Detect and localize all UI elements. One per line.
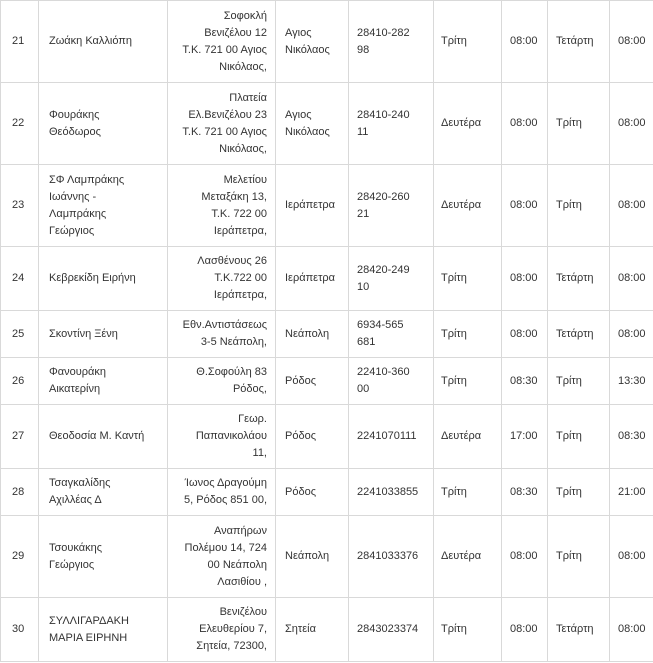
time2-text: 08:00 — [618, 35, 646, 47]
time1-cell — [502, 247, 548, 311]
name-line: Γεώργιος — [49, 558, 95, 571]
day2-text: Τρίτη — [556, 117, 582, 129]
name-cell — [39, 598, 168, 662]
phone-line: 00 — [357, 383, 370, 395]
day2-text: Τρίτη — [556, 485, 582, 498]
day2-cell — [548, 165, 610, 247]
day2-cell — [548, 516, 610, 598]
phone-line: 28420-260 — [357, 190, 410, 203]
name-line: ΣΦ Λαμπράκης — [49, 173, 125, 186]
day1-text: Δευτέρα — [441, 117, 482, 129]
time2-text: 08:00 — [618, 550, 646, 562]
table-row — [1, 83, 653, 165]
address-cell — [168, 83, 276, 165]
town-cell — [276, 598, 349, 662]
address-line: Λασθένους 26 — [197, 255, 267, 267]
day1-text: Δευτέρα — [441, 199, 482, 211]
time1-text: 17:00 — [510, 430, 538, 442]
name-cell — [39, 1, 168, 83]
day1-cell — [434, 165, 502, 247]
number-text: 23 — [12, 199, 25, 211]
town-cell — [276, 1, 349, 83]
phone-cell — [349, 311, 434, 358]
town-cell — [276, 165, 349, 247]
address-line: Βενιζέλου 12 — [204, 26, 267, 39]
day1-cell — [434, 469, 502, 516]
time2-cell — [610, 1, 653, 83]
phone-cell — [349, 358, 434, 405]
table-row — [1, 247, 653, 311]
town-cell — [276, 247, 349, 311]
day1-text: Τρίτη — [441, 35, 467, 47]
number-cell — [1, 598, 39, 662]
time1-text: 08:00 — [510, 550, 538, 562]
address-line: 3-5 Νεάπολη, — [200, 336, 267, 348]
time2-cell — [610, 165, 653, 247]
phone-line: 22410-360 — [357, 366, 410, 378]
time2-cell — [610, 598, 653, 662]
phone-line: 11 — [357, 125, 369, 138]
time2-cell — [610, 358, 653, 405]
day2-cell — [548, 311, 610, 358]
time2-text: 21:00 — [618, 485, 646, 498]
day1-cell — [434, 598, 502, 662]
number-cell — [1, 469, 39, 516]
number-cell — [1, 247, 39, 311]
number-text: 28 — [12, 485, 25, 498]
address-cell — [168, 311, 276, 358]
day1-text: Τρίτη — [441, 623, 467, 635]
number-text: 21 — [12, 35, 25, 47]
day2-text: Τετάρτη — [556, 623, 594, 635]
time2-text: 08:00 — [618, 623, 646, 635]
phone-line: 10 — [357, 280, 370, 293]
day1-text: Τρίτη — [441, 327, 467, 340]
name-line: Φουράκης — [49, 108, 100, 121]
time2-cell — [610, 469, 653, 516]
address-line: Νικόλαος, — [219, 142, 267, 155]
phone-cell — [349, 83, 434, 165]
day1-cell — [434, 247, 502, 311]
day2-text: Τετάρτη — [556, 272, 594, 284]
day2-text: Τετάρτη — [556, 327, 594, 340]
day1-text: Τρίτη — [441, 485, 467, 498]
name-cell — [39, 516, 168, 598]
time2-text: 13:30 — [618, 374, 646, 387]
day2-cell — [548, 469, 610, 516]
number-cell — [1, 165, 39, 247]
time2-text: 08:00 — [618, 199, 646, 211]
name-line: Ιωάννης - — [49, 190, 97, 203]
address-line: Αναπήρων — [213, 524, 267, 537]
day2-text: Τρίτη — [556, 430, 582, 442]
name-line: Σκοντίνη Ξένη — [49, 327, 118, 340]
time2-text: 08:00 — [618, 272, 646, 284]
phone-cell — [349, 516, 434, 598]
time2-text: 08:00 — [618, 117, 646, 129]
table-row — [1, 311, 653, 358]
day1-cell — [434, 358, 502, 405]
address-line: Ελ.Βενιζέλου 23 — [188, 108, 267, 121]
table-row — [1, 358, 653, 405]
phone-line: 681 — [357, 336, 376, 348]
table-row — [1, 598, 653, 662]
phone-line: 21 — [357, 207, 370, 220]
name-line: Κεβρεκίδη Ειρήνη — [49, 272, 136, 284]
day2-cell — [548, 247, 610, 311]
time1-text: 08:00 — [510, 35, 538, 47]
day1-cell — [434, 311, 502, 358]
table-row — [1, 165, 653, 247]
town-line: Νικόλαος — [285, 43, 330, 56]
name-line: Λαμπράκης — [49, 207, 107, 220]
address-line: Σοφοκλή — [223, 9, 267, 22]
time1-text: 08:30 — [510, 485, 538, 498]
address-cell — [168, 247, 276, 311]
number-text: 30 — [12, 623, 25, 635]
time2-cell — [610, 247, 653, 311]
town-line: Ρόδος — [285, 430, 316, 442]
name-cell — [39, 469, 168, 516]
day2-cell — [548, 1, 610, 83]
time1-text: 08:00 — [510, 327, 538, 340]
address-line: Ρόδος, — [232, 383, 267, 395]
address-line: Τ.Κ. 721 00 Αγιος — [182, 125, 267, 138]
town-line: Ρόδος — [285, 374, 316, 387]
number-cell — [1, 1, 39, 83]
phone-line: 2241033855 — [357, 485, 419, 498]
time2-cell — [610, 311, 653, 358]
time1-text: 08:00 — [510, 272, 538, 284]
town-line: Νικόλαος — [285, 125, 330, 138]
address-line: Τ.Κ.722 00 — [214, 272, 267, 284]
phone-cell — [349, 165, 434, 247]
address-line: Παπανικολάου — [195, 430, 267, 442]
name-line: Τσουκάκης — [49, 541, 103, 554]
time1-text: 08:00 — [510, 117, 538, 129]
phone-cell — [349, 469, 434, 516]
town-line: Νεάπολη — [285, 550, 330, 562]
phone-line: 6934-565 — [357, 319, 404, 331]
day1-text: Δευτέρα — [441, 430, 482, 442]
number-cell — [1, 516, 39, 598]
time1-cell — [502, 1, 548, 83]
time1-text: 08:00 — [510, 199, 538, 211]
address-line: Μελετίου — [223, 173, 267, 186]
address-cell — [168, 358, 276, 405]
day2-text: Τρίτη — [556, 550, 582, 562]
number-cell — [1, 83, 39, 165]
number-text: 27 — [12, 430, 25, 442]
time2-text: 08:30 — [618, 430, 646, 442]
address-line: Λασιθίου , — [217, 575, 267, 588]
address-line: Τ.Κ. 721 00 Αγιος — [182, 43, 267, 56]
name-cell — [39, 83, 168, 165]
address-line: Ελευθερίου 7, — [199, 623, 267, 635]
phone-line: 2241070111 — [357, 430, 417, 442]
address-line: Μεταξάκη 13, — [201, 190, 267, 203]
town-line: Νεάπολη — [285, 327, 330, 340]
name-line: Θεοδοσία Μ. Καντή — [49, 430, 145, 442]
address-line: Ιεράπετρα, — [213, 224, 267, 237]
address-cell — [168, 469, 276, 516]
day2-cell — [548, 83, 610, 165]
number-cell — [1, 405, 39, 469]
town-cell — [276, 311, 349, 358]
time2-text: 08:00 — [618, 327, 646, 340]
day2-cell — [548, 598, 610, 662]
name-line: ΣΥΛΛΙΓΑΡΔΑΚΗ — [49, 614, 129, 627]
phone-line: 2841033376 — [357, 550, 419, 562]
phone-line: 28410-240 — [357, 108, 410, 121]
town-line: Ρόδος — [285, 485, 316, 498]
name-line: Αικατερίνη — [49, 383, 101, 395]
time2-cell — [610, 516, 653, 598]
time1-cell — [502, 469, 548, 516]
name-line: Τσαγκαλίδης — [49, 477, 111, 489]
day1-text: Τρίτη — [441, 374, 467, 387]
number-text: 29 — [12, 550, 25, 562]
time1-cell — [502, 516, 548, 598]
day2-cell — [548, 358, 610, 405]
address-cell — [168, 598, 276, 662]
time1-cell — [502, 358, 548, 405]
name-line: Φανουράκη — [49, 366, 107, 378]
name-cell — [39, 358, 168, 405]
time1-cell — [502, 165, 548, 247]
address-line: Τ.Κ. 722 00 — [211, 207, 267, 220]
time1-cell — [502, 405, 548, 469]
address-line: Ίωνος Δραγούμη — [184, 477, 267, 489]
day1-text: Τρίτη — [441, 272, 467, 284]
name-cell — [39, 165, 168, 247]
day2-text: Τετάρτη — [556, 35, 594, 47]
address-line: Θ.Σοφούλη 83 — [196, 366, 267, 378]
time2-cell — [610, 83, 653, 165]
address-line: Σητεία, 72300, — [196, 640, 267, 652]
table-row — [1, 469, 653, 516]
address-line: 5, Ρόδος 851 00, — [184, 494, 267, 506]
address-cell — [168, 516, 276, 598]
number-text: 25 — [12, 327, 25, 340]
day2-cell — [548, 405, 610, 469]
time1-text: 08:30 — [510, 374, 538, 387]
name-cell — [39, 311, 168, 358]
name-cell — [39, 405, 168, 469]
time1-cell — [502, 311, 548, 358]
name-line: Γεώργιος — [49, 224, 95, 237]
time1-text: 08:00 — [510, 623, 538, 635]
day2-text: Τρίτη — [556, 199, 582, 211]
table-row — [1, 516, 653, 598]
time2-cell — [610, 405, 653, 469]
phone-cell — [349, 1, 434, 83]
phone-cell — [349, 598, 434, 662]
address-line: Ιεράπετρα, — [213, 289, 267, 301]
address-line: Βενιζέλου — [219, 606, 267, 618]
name-line: Θεόδωρος — [49, 125, 101, 138]
table-row — [1, 1, 653, 83]
day1-cell — [434, 405, 502, 469]
address-line: 00 Νεάπολη — [207, 558, 267, 571]
address-line: Γεωρ. — [238, 413, 267, 425]
address-line: 11, — [252, 447, 267, 459]
number-text: 22 — [12, 117, 25, 129]
town-cell — [276, 405, 349, 469]
address-cell — [168, 405, 276, 469]
day1-cell — [434, 1, 502, 83]
time1-cell — [502, 83, 548, 165]
address-cell — [168, 165, 276, 247]
number-cell — [1, 311, 39, 358]
address-line: Εθν.Αντιστάσεως — [182, 319, 267, 331]
phone-line: 28410-282 — [357, 26, 410, 39]
day2-text: Τρίτη — [556, 374, 582, 387]
town-cell — [276, 83, 349, 165]
town-cell — [276, 516, 349, 598]
time1-cell — [502, 598, 548, 662]
town-line: Αγιος — [285, 108, 312, 121]
table-body — [1, 1, 653, 662]
town-line: Σητεία — [285, 623, 316, 635]
town-line: Ιεράπετρα — [285, 199, 336, 211]
town-line: Ιεράπετρα — [285, 272, 336, 284]
day1-cell — [434, 516, 502, 598]
name-line: ΜΑΡΙΑ ΕΙΡΗΝΗ — [49, 631, 128, 644]
town-cell — [276, 469, 349, 516]
name-line: Αχιλλέας Δ — [49, 494, 102, 506]
name-cell — [39, 247, 168, 311]
town-cell — [276, 358, 349, 405]
table-row — [1, 405, 653, 469]
town-line: Αγιος — [285, 26, 312, 39]
address-cell — [168, 1, 276, 83]
phone-line: 98 — [357, 43, 370, 56]
phone-cell — [349, 247, 434, 311]
address-line: Νικόλαος, — [219, 60, 267, 73]
number-cell — [1, 358, 39, 405]
number-text: 24 — [12, 272, 25, 284]
day1-text: Δευτέρα — [441, 550, 482, 562]
phone-cell — [349, 405, 434, 469]
name-line: Ζωάκη Καλλιόπη — [49, 35, 133, 47]
phone-line: 28420-249 — [357, 263, 410, 276]
number-text: 26 — [12, 374, 25, 387]
address-line: Πλατεία — [229, 91, 267, 104]
address-line: Πολέμου 14, 724 — [184, 541, 267, 554]
day1-cell — [434, 83, 502, 165]
phone-line: 2843023374 — [357, 623, 419, 635]
